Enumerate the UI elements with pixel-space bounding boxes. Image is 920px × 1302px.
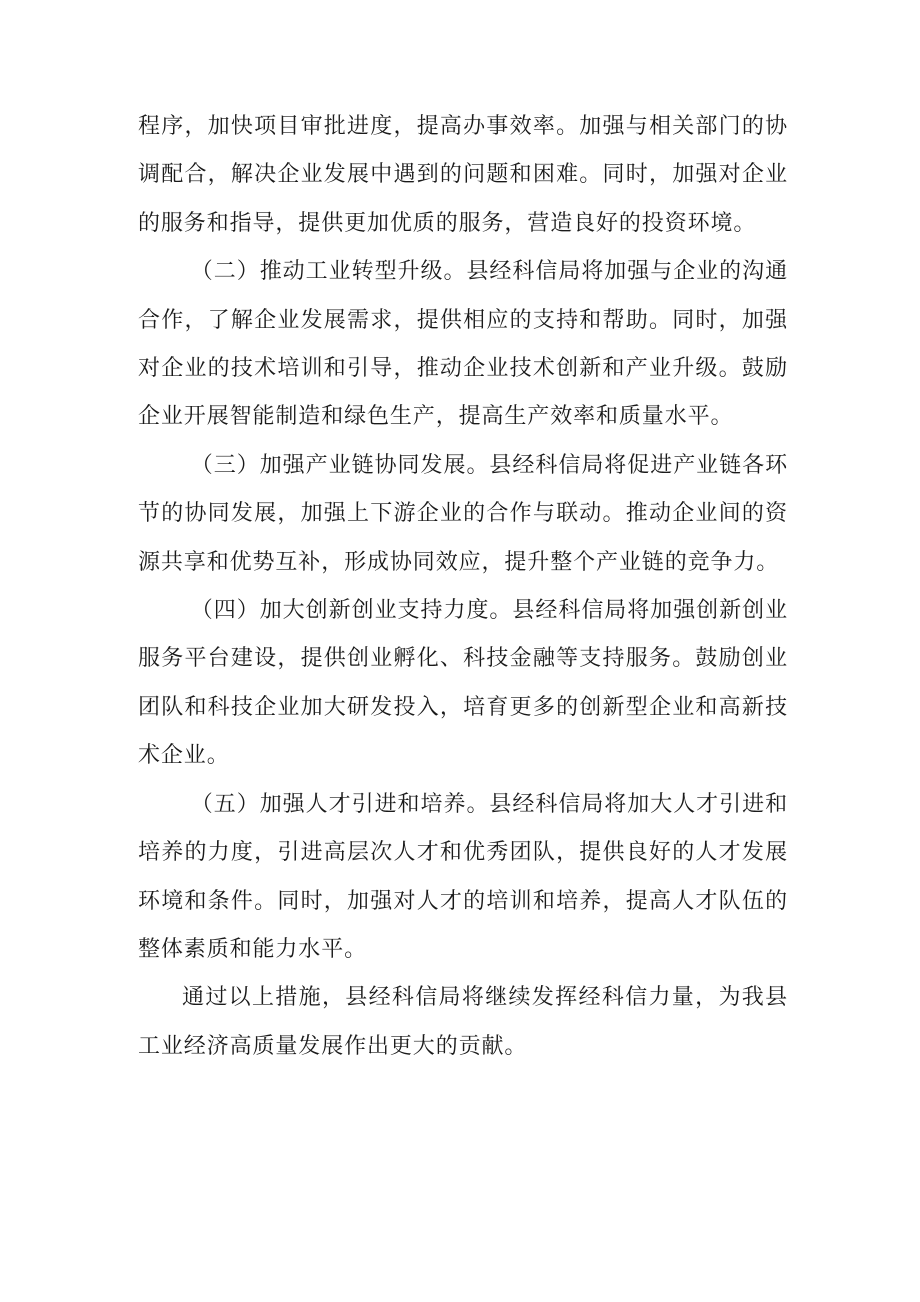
- paragraph-measure-3: （三）加强产业链协同发展。县经科信局将促进产业链各环节的协同发展，加强上下游企业的合作与联动。推动企业间的资源共享和优势互补，形成协同效应，提升整个产业链的竞争力。: [138, 452, 788, 575]
- paragraph-measure-4: （四）加大创新创业支持力度。县经科信局将加强创新创业服务平台建设，提供创业孵化、科技金融等支持服务。鼓励创业团队和科技企业加大研发投入，培育更多的创新型企业和高新技术企业。: [138, 598, 788, 769]
- paragraph-measure-2: （二）推动工业转型升级。县经科信局将加强与企业的沟通合作，了解企业发展需求，提供相应的支持和帮助。同时，加强对企业的技术培训和引导，推动企业技术创新和产业升级。鼓励企业开展智能制造和绿色生产，提高生产效率和质量水平。: [138, 259, 788, 430]
- paragraph-closing: 通过以上措施，县经科信局将继续发挥经科信力量，为我县工业经济高质量发展作出更大的贡献。: [138, 985, 788, 1059]
- paragraph-continuation: 程序，加快项目审批进度，提高办事效率。加强与相关部门的协调配合，解决企业发展中遇到的问题和困难。同时，加强对企业的服务和指导，提供更加优质的服务，营造良好的投资环境。: [138, 114, 788, 236]
- document-body: [138, 103, 788, 1071]
- paragraph-measure-5: （五）加强人才引进和培养。县经科信局将加大人才引进和培养的力度，引进高层次人才和优秀团队，提供良好的人才发展环境和条件。同时，加强对人才的培训和培养，提高人才队伍的整体素质和能力水平。: [138, 791, 788, 962]
